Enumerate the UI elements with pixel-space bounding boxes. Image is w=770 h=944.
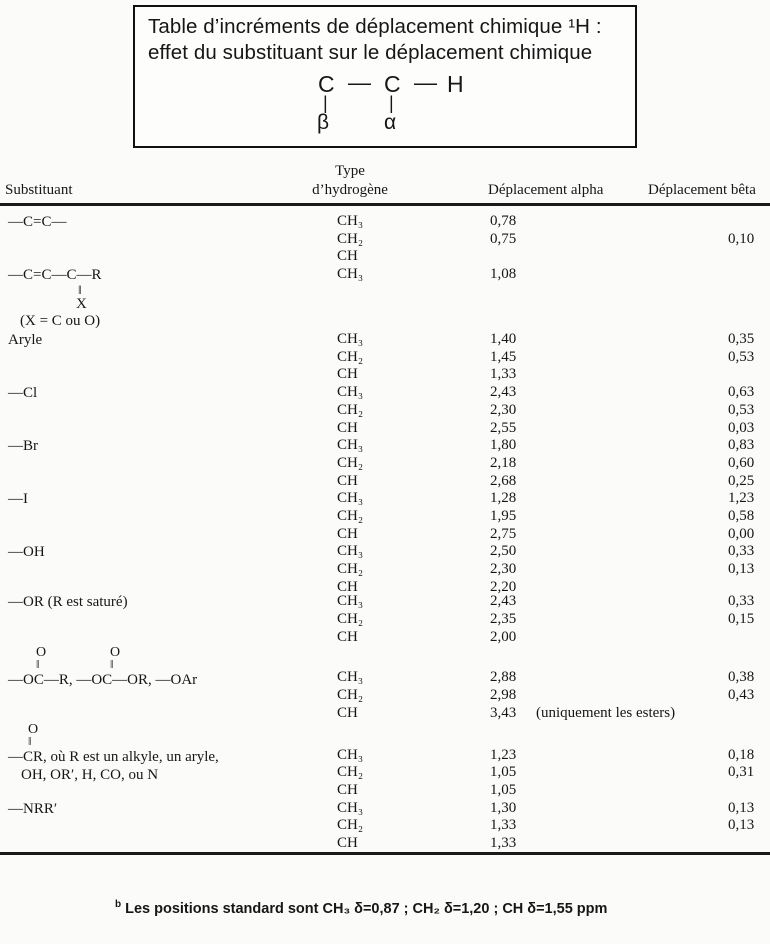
hydrogen-type: CH₃ <box>337 593 364 610</box>
alpha-shift-value: 2,35 <box>490 611 517 628</box>
substituent-label: —NRR′ <box>8 800 58 817</box>
header-rule <box>0 203 770 206</box>
table-row <box>333 782 764 800</box>
footnote-marker: b <box>115 899 122 910</box>
beta-shift-value: 0,31 <box>728 764 755 781</box>
beta-shift-value: 0,13 <box>728 561 755 577</box>
formula-carbon-beta: C <box>318 71 335 97</box>
table-row <box>333 508 764 526</box>
substituent-structure <box>8 266 333 331</box>
header-alpha-shift: Déplacement alpha <box>488 182 604 198</box>
alpha-shift-value: 2,55 <box>490 419 517 436</box>
alpha-shift-value: 2,75 <box>490 525 517 542</box>
substituent-label: —C=C— <box>8 214 67 230</box>
carbonyl-oxygen <box>8 723 333 736</box>
alpha-shift-value: 2,30 <box>490 561 517 577</box>
table-row <box>333 349 764 367</box>
carbonyl-bonds <box>8 659 333 671</box>
hydrogen-type: CH₃ <box>337 384 364 401</box>
beta-shift-value: 0,33 <box>728 593 755 610</box>
title-box <box>133 5 637 148</box>
table-row <box>333 248 764 266</box>
title-line-2: effet du substituant sur le déplacement chimique <box>148 41 593 64</box>
alpha-shift-value: 0,78 <box>490 213 517 229</box>
table-row <box>333 561 764 579</box>
table-row <box>333 526 764 544</box>
substituent-formula: —CR, où R est un alkyle, un aryle, <box>8 748 219 765</box>
table-row <box>333 231 764 249</box>
table-row <box>333 490 764 508</box>
double-bond-glyph: ‖ <box>110 657 114 672</box>
hydrogen-type: CH₃ <box>337 543 364 560</box>
group-bromo <box>8 437 764 490</box>
alpha-shift-value: 2,18 <box>490 454 517 471</box>
carbonyl-bond <box>8 733 333 748</box>
hydrogen-type: CH₃ <box>337 213 364 229</box>
hydrogen-type: CH <box>337 704 358 721</box>
alpha-shift-value: 1,28 <box>490 490 517 507</box>
table-row <box>333 266 764 284</box>
alpha-shift-value: 1,95 <box>490 507 517 524</box>
beta-shift-value: 0,53 <box>728 348 755 365</box>
double-bond-glyph: ‖ <box>36 657 40 672</box>
hydrogen-type: CH₂ <box>337 611 364 628</box>
oxygen-atom: O <box>28 721 39 737</box>
group-amino <box>8 800 764 853</box>
hydrogen-type: CH <box>337 419 358 436</box>
group-vinyl <box>8 213 764 266</box>
table-row <box>333 800 764 818</box>
substituent-x-label: X <box>76 296 87 313</box>
hydrogen-type: CH₂ <box>337 507 364 524</box>
beta-shift-value: 0,33 <box>728 543 755 560</box>
oxygen-atom: O <box>36 645 47 661</box>
alpha-shift-value: 2,00 <box>490 628 517 645</box>
alpha-shift-value: 1,45 <box>490 348 517 365</box>
alpha-shift-value: 1,33 <box>490 834 517 851</box>
table-row <box>333 705 764 723</box>
formula-hydrogen: H <box>447 71 464 97</box>
alpha-shift-value: 1,23 <box>490 746 517 763</box>
beta-shift-value: 0,13 <box>728 799 755 816</box>
table-row <box>333 366 764 384</box>
beta-shift-value: 0,53 <box>728 401 755 418</box>
carbonyl-oxygens <box>8 646 333 659</box>
table-row <box>333 611 764 629</box>
table-body <box>8 211 764 853</box>
substituent-note: (X = C ou O) <box>20 313 101 330</box>
table-row <box>333 669 764 687</box>
hydrogen-type: CH₃ <box>337 669 364 686</box>
table-row <box>333 384 764 402</box>
alpha-shift-value: 2,30 <box>490 401 517 418</box>
group-ester <box>8 646 764 722</box>
double-bond-glyph: ‖ <box>28 733 32 748</box>
beta-shift-value: 0,10 <box>728 230 755 247</box>
header-hydrogen-type <box>290 162 410 200</box>
table-row <box>333 420 764 438</box>
hydrogen-type: CH₃ <box>337 437 364 454</box>
group-chloro <box>8 384 764 437</box>
substituent-formula: —OC—R, —OC—OR, —OAr <box>8 672 198 689</box>
group-enone <box>8 266 764 331</box>
table-row <box>333 764 764 782</box>
beta-shift-value: 0,00 <box>728 525 755 542</box>
table-row <box>333 402 764 420</box>
table-row <box>333 687 764 705</box>
beta-shift-value: 0,83 <box>728 437 755 454</box>
group-carbonyl <box>8 723 764 800</box>
table-row <box>333 629 764 647</box>
alpha-shift-value: 2,20 <box>490 578 517 595</box>
table-row <box>333 213 764 231</box>
beta-shift-value: 0,60 <box>728 454 755 471</box>
hydrogen-type: CH <box>337 628 358 645</box>
hydrogen-type: CH₃ <box>337 490 364 507</box>
group-iodo <box>8 490 764 543</box>
footnote <box>115 899 607 917</box>
alpha-shift-value: 2,88 <box>490 669 517 686</box>
double-bond-glyph: ‖ <box>78 282 82 298</box>
alpha-shift-value: 2,43 <box>490 384 517 401</box>
table-row <box>333 455 764 473</box>
alpha-shift-value: 1,30 <box>490 799 517 816</box>
structural-formula <box>135 7 635 146</box>
formula-bond-dash: — <box>414 69 437 95</box>
substituent-label: —OH <box>8 544 45 561</box>
hydrogen-type: CH₂ <box>337 764 364 781</box>
alpha-shift-value: 1,08 <box>490 266 517 283</box>
formula-alpha-label: α <box>384 111 397 134</box>
hydrogen-type: CH <box>337 834 358 851</box>
hydrogen-type: CH₃ <box>337 799 364 816</box>
alpha-shift-value: 1,05 <box>490 781 517 798</box>
alpha-shift-value: 1,80 <box>490 437 517 454</box>
beta-shift-value: 0,03 <box>728 419 755 436</box>
alpha-shift-value: 1,40 <box>490 331 517 348</box>
group-hydroxy <box>8 543 764 596</box>
formula-beta-label: β <box>317 111 330 134</box>
hydrogen-type: CH <box>337 525 358 542</box>
beta-shift-value: 0,18 <box>728 746 755 763</box>
beta-shift-value: 0,43 <box>728 687 755 704</box>
beta-shift-value: 0,35 <box>728 331 755 348</box>
footnote-text: Les positions standard sont CH₃ δ=0,87 ; CH₂ δ=1,20 ; CH δ=1,55 ppm <box>125 900 608 917</box>
table-row <box>333 437 764 455</box>
substituent-label: —Br <box>8 438 38 455</box>
hydrogen-type: CH₃ <box>337 746 364 763</box>
beta-shift-value: 1,23 <box>728 490 755 507</box>
substituent-structure <box>8 723 333 800</box>
substituent-label: Aryle <box>8 332 43 349</box>
substituent-structure <box>8 646 333 722</box>
table-row <box>333 473 764 491</box>
beta-shift-value: 0,13 <box>728 817 755 834</box>
group-aryle <box>8 331 764 384</box>
header-beta-shift: Déplacement bêta <box>648 182 756 198</box>
formula-bond-dash: — <box>348 69 371 95</box>
table-row <box>333 593 764 611</box>
beta-shift-value: 0,58 <box>728 507 755 524</box>
substituent-label: —I <box>8 491 28 508</box>
substituent-label: —Cl <box>8 385 38 402</box>
header-substituent: Substituant <box>5 182 73 198</box>
hydrogen-type: CH₂ <box>337 401 364 418</box>
hydrogen-type: CH₂ <box>337 817 364 834</box>
beta-shift-value: 0,25 <box>728 472 755 489</box>
hydrogen-type: CH <box>337 248 358 265</box>
hydrogen-type: CH₃ <box>337 331 364 348</box>
oxygen-atom: O <box>110 645 121 661</box>
table-row <box>333 543 764 561</box>
hydrogen-type: CH₂ <box>337 230 364 247</box>
formula-vertical-bond: | <box>389 93 394 113</box>
alpha-shift-value: 2,98 <box>490 687 517 704</box>
substituent-formula: —C=C—C—R <box>8 267 102 284</box>
alpha-shift-value: 1,33 <box>490 817 517 834</box>
hydrogen-type: CH₃ <box>337 266 364 283</box>
header-hydrogen-type-line2: d’hydrogène <box>312 182 388 198</box>
table-row <box>333 747 764 765</box>
alpha-shift-value: 3,43 <box>490 704 517 721</box>
alpha-shift-value: 1,05 <box>490 764 517 781</box>
hydrogen-type: CH <box>337 781 358 798</box>
alpha-shift-value: 2,50 <box>490 543 517 560</box>
alpha-shift-value: 2,43 <box>490 593 517 610</box>
beta-shift-value: 0,38 <box>728 669 755 686</box>
substituent-formula-continued: OH, OR′, H, CO, ou N <box>21 766 159 783</box>
table-row <box>333 817 764 835</box>
beta-shift-value: 0,15 <box>728 611 755 628</box>
alpha-shift-value: 2,68 <box>490 472 517 489</box>
beta-shift-value: 0,63 <box>728 384 755 401</box>
table-row <box>333 331 764 349</box>
title-line-1: Table d’incréments de déplacement chimique ¹H : <box>148 15 602 38</box>
hydrogen-type: CH₂ <box>337 561 364 577</box>
hydrogen-type: CH₂ <box>337 454 364 471</box>
hydrogen-type: CH₂ <box>337 348 364 365</box>
hydrogen-type: CH <box>337 366 358 383</box>
formula-carbon-alpha: C <box>384 71 401 97</box>
header-hydrogen-type-line1: Type <box>335 163 365 179</box>
alpha-shift-value: 0,75 <box>490 230 517 247</box>
alpha-shift-note: (uniquement les esters) <box>536 704 676 721</box>
table-row <box>333 835 764 853</box>
alpha-shift-value: 1,33 <box>490 366 517 383</box>
substituent-label: —OR (R est saturé) <box>8 594 128 611</box>
hydrogen-type: CH <box>337 578 358 595</box>
hydrogen-type: CH <box>337 472 358 489</box>
formula-vertical-bond: | <box>323 93 328 113</box>
group-ether <box>8 593 764 646</box>
hydrogen-type: CH₂ <box>337 687 364 704</box>
